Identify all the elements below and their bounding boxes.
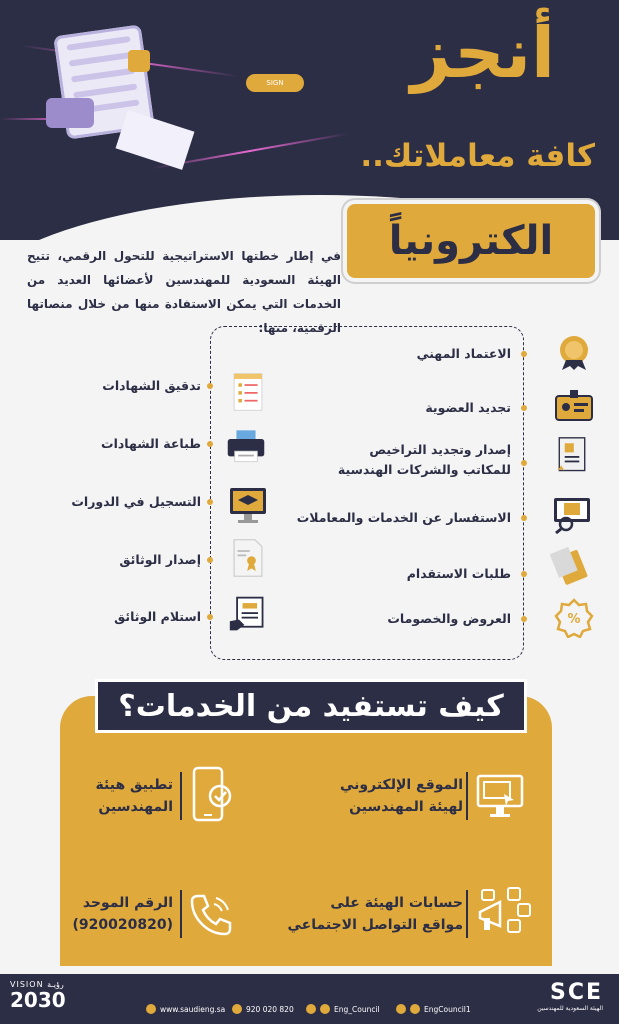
sce-logo-text: SCE (549, 980, 603, 1005)
footer-phone-text: 920 020 820 (246, 1004, 294, 1014)
vision-label: VISION رؤيـة (10, 980, 64, 989)
sce-logo (537, 980, 603, 1012)
id-card-icon (554, 386, 594, 426)
footer-website[interactable] (146, 1004, 225, 1014)
channel-app-line1: تطبيق هيئة (95, 777, 173, 793)
printer-icon (226, 426, 266, 466)
instagram-icon (320, 1004, 330, 1014)
channel-social-line2: مواقع التواصل الاجتماعي (287, 917, 463, 933)
footer-handle-snapchat-youtube[interactable] (306, 1004, 380, 1014)
vision-2030-logo (10, 980, 66, 1011)
discount-badge-icon (554, 598, 594, 638)
channel-social-media (288, 892, 464, 936)
intro-paragraph: في إطار خطتها الاستراتيجية للتحول الرقمي، تتيح الهيئة السعودية للمهندسين لأعضائها العديد من الخدمات التي يمكن الاستفادة منها من خلال منصاتها الرقمية، منها: (27, 249, 341, 335)
service-bullet (207, 383, 213, 389)
hero-subtitle: كافة معاملاتك.. (360, 138, 595, 174)
service-bullet (207, 441, 213, 447)
service-bullet (521, 460, 527, 466)
service-document-receipt: استلام الوثائق (114, 609, 201, 624)
service-bullet (521, 515, 527, 521)
channel-website (340, 774, 463, 818)
channel-social-line1: حسابات الهيئة على (330, 895, 463, 911)
service-bullet (207, 499, 213, 505)
footer-handle1-text: Eng_Council (334, 1004, 380, 1014)
globe-icon (146, 1004, 156, 1014)
hero-title: أنجز (410, 12, 555, 94)
service-certificate-print: طباعة الشهادات (101, 436, 201, 451)
facebook-icon (396, 1004, 406, 1014)
monitor-icon (474, 770, 526, 822)
channel-app (96, 774, 173, 818)
channel-phone-number: (920020820) (72, 917, 173, 933)
service-bullet (521, 616, 527, 622)
license-document-icon (552, 436, 592, 476)
megaphone-social-icon (474, 882, 534, 942)
service-professional-accreditation: الاعتماد المهني (416, 346, 511, 361)
channel-app-line2: المهندسين (98, 799, 173, 815)
sign-button: SIGN (246, 74, 304, 92)
service-bullet (521, 405, 527, 411)
mobile-app-icon (188, 766, 240, 824)
sce-logo-subtitle: الهيئة السعودية للمهندسين (537, 1005, 603, 1012)
service-office-license-label: إصدار وتجديد التراخيص للمكاتب والشركات الهندسية (337, 442, 511, 477)
service-bullet (207, 614, 213, 620)
medal-icon (554, 332, 594, 372)
footer-phone[interactable] (232, 1004, 294, 1014)
folder-icon (550, 546, 590, 586)
channel-separator (180, 772, 182, 820)
service-inquiry: الاستفسار عن الخدمات والمعاملات (296, 510, 511, 525)
document-hand-icon (228, 594, 268, 634)
service-document-issue: إصدار الوثائق (119, 552, 201, 567)
service-offers-discounts: العروض والخصومات (387, 611, 511, 626)
phone-icon (232, 1004, 242, 1014)
channel-separator (466, 890, 468, 938)
channel-website-line1: الموقع الإلكتروني (340, 777, 463, 793)
svg-text:%: % (567, 612, 581, 627)
channel-separator (180, 890, 182, 938)
service-membership-renewal: تجديد العضوية (425, 400, 511, 415)
channel-website-line2: لهيئة المهندسين (349, 799, 463, 815)
service-bullet (521, 571, 527, 577)
footer-handle2-text: EngCouncil1 (424, 1004, 471, 1014)
channel-separator (466, 772, 468, 820)
channel-phone (73, 892, 173, 936)
signed-paper-illustration (116, 110, 195, 170)
footer-handle-facebook-youtube[interactable] (396, 1004, 471, 1014)
checklist-icon (228, 372, 268, 412)
service-certificate-audit: تدقيق الشهادات (102, 378, 201, 393)
briefcase-icon (46, 98, 94, 128)
service-course-registration: التسجيل في الدورات (71, 494, 201, 509)
electronic-badge: الكترونياً (347, 204, 595, 278)
computer-search-icon (552, 494, 592, 534)
snapchat-icon (306, 1004, 316, 1014)
phone-icon (188, 892, 232, 936)
service-recruitment: طلبات الاستقدام (406, 566, 511, 581)
service-office-license (321, 440, 511, 480)
service-bullet (207, 557, 213, 563)
footer-website-text: www.saudieng.sa (160, 1004, 226, 1014)
footer (0, 974, 619, 1024)
how-to-benefit-title: كيف تستفيد من الخدمات؟ (98, 682, 524, 730)
vision-year: 2030 (10, 988, 66, 1012)
certificate-icon (228, 538, 268, 578)
channel-phone-line1: الرقم الموحد (82, 895, 173, 911)
youtube-icon (410, 1004, 420, 1014)
lock-icon (128, 50, 150, 72)
graduation-screen-icon (228, 486, 268, 526)
service-bullet (521, 351, 527, 357)
